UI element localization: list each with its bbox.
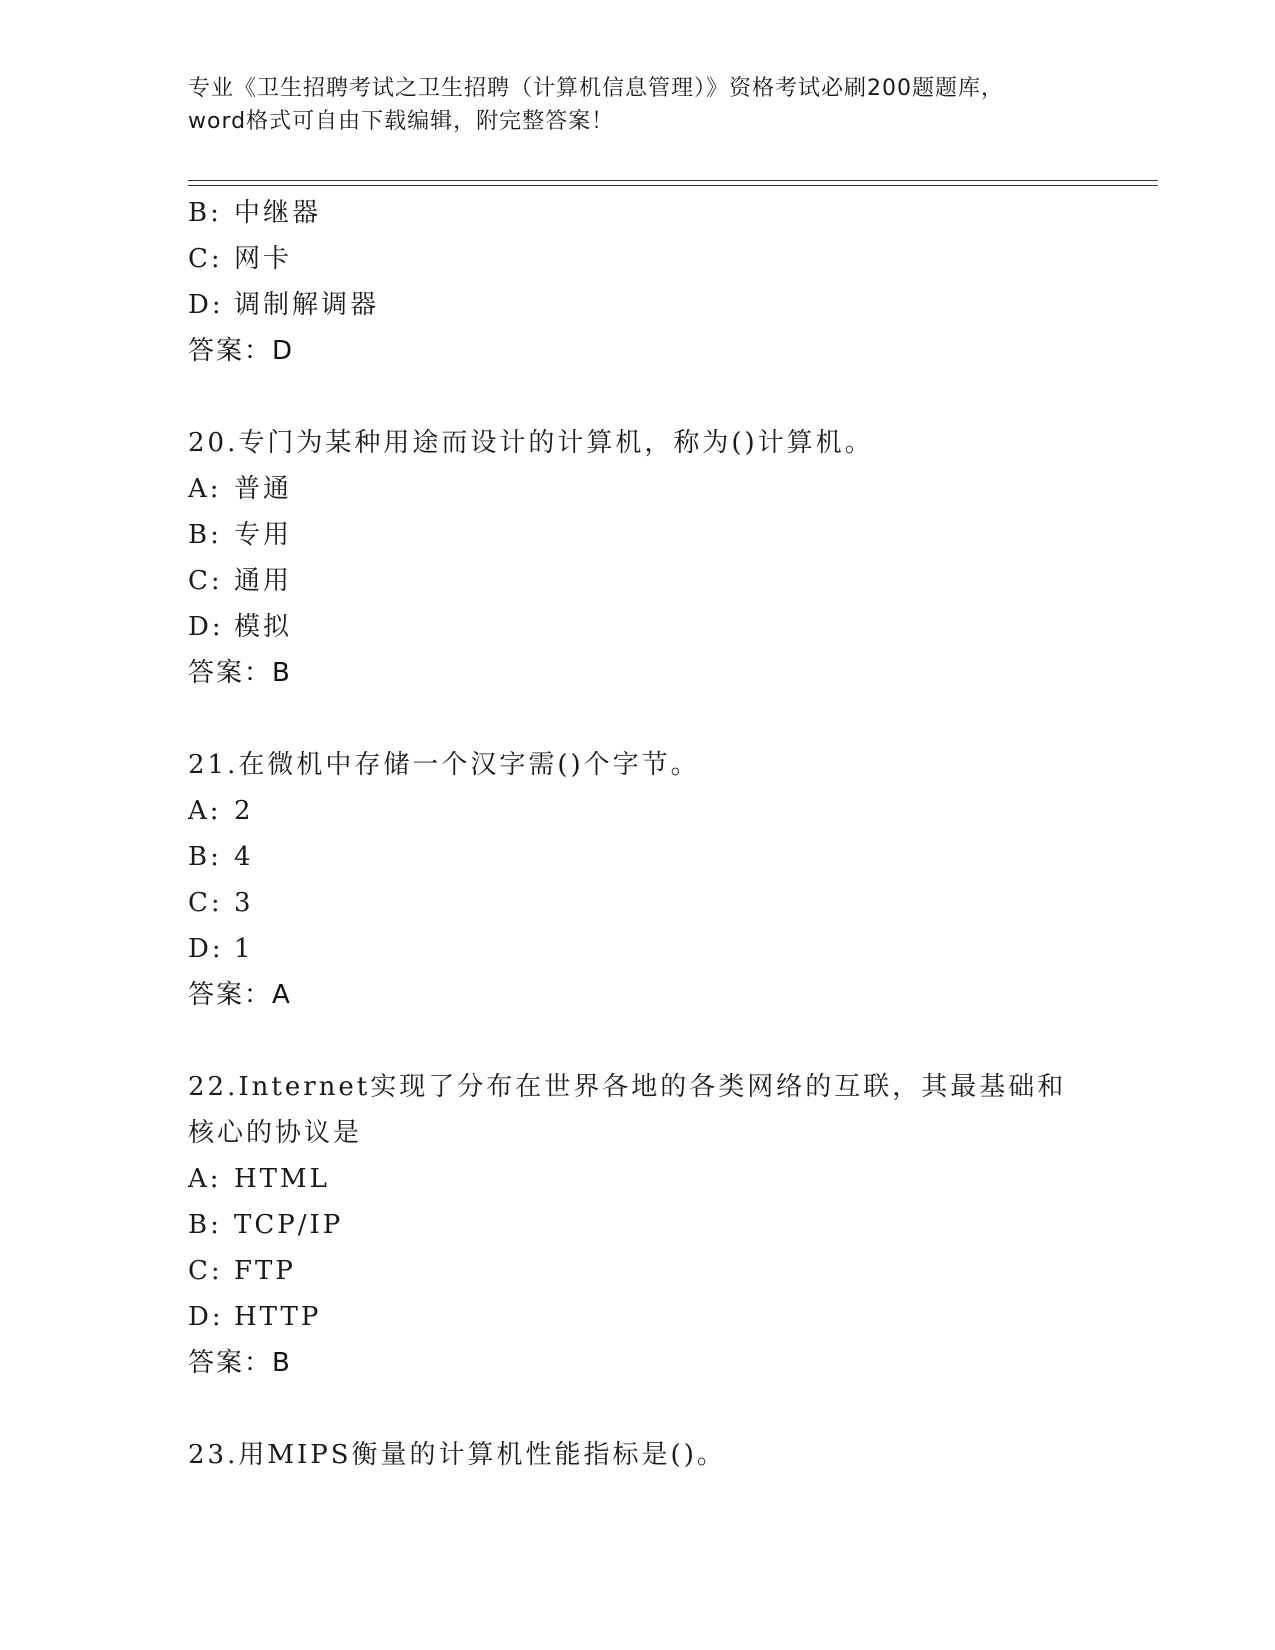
answer-line: 答案：B: [188, 1348, 292, 1378]
question-block-21: [188, 742, 1128, 1018]
question-text: 20.专门为某种用途而设计的计算机，称为()计算机。: [188, 428, 874, 458]
option-b: B: 4: [188, 842, 254, 872]
header-divider-bottom: [188, 185, 1158, 186]
option-b: B: TCP/IP: [188, 1210, 344, 1240]
question-list: [188, 190, 1128, 1478]
option-a: A: HTML: [188, 1164, 330, 1194]
option-a: A: 普通: [188, 474, 293, 504]
option-c: C: 通用: [188, 566, 293, 596]
question-block-23: [188, 1432, 1128, 1478]
answer-line: 答案：A: [188, 980, 292, 1010]
answer-line: 答案：D: [188, 336, 295, 366]
question-block-22: [188, 1064, 1128, 1386]
option-c: C: 3: [188, 888, 254, 918]
header-line-2: word格式可自由下载编辑，附完整答案！: [188, 109, 615, 134]
header-divider-top: [188, 180, 1158, 181]
answer-line: 答案：B: [188, 658, 292, 688]
question-block-20: [188, 420, 1128, 696]
option-c: C: FTP: [188, 1256, 296, 1286]
question-text: 21.在微机中存储一个汉字需()个字节。: [188, 750, 700, 780]
question-text: 23.用MIPS衡量的计算机性能指标是()。: [188, 1440, 726, 1470]
option-b: B: 中继器: [188, 198, 322, 228]
document-header: [188, 72, 1088, 138]
option-d: D: 模拟: [188, 612, 293, 642]
question-text: 22.Internet实现了分布在世界各地的各类网络的互联，其最基础和核心的协议是: [188, 1072, 1067, 1148]
option-a: A: 2: [188, 796, 254, 826]
header-line-1: 专业《卫生招聘考试之卫生招聘（计算机信息管理）》资格考试必刷200题题库，: [188, 76, 1004, 101]
option-b: B: 专用: [188, 520, 293, 550]
option-d: D: 1: [188, 934, 254, 964]
question-block-19: [188, 190, 1128, 374]
option-d: D: HTTP: [188, 1302, 322, 1332]
option-c: C: 网卡: [188, 244, 293, 274]
option-d: D: 调制解调器: [188, 290, 380, 320]
